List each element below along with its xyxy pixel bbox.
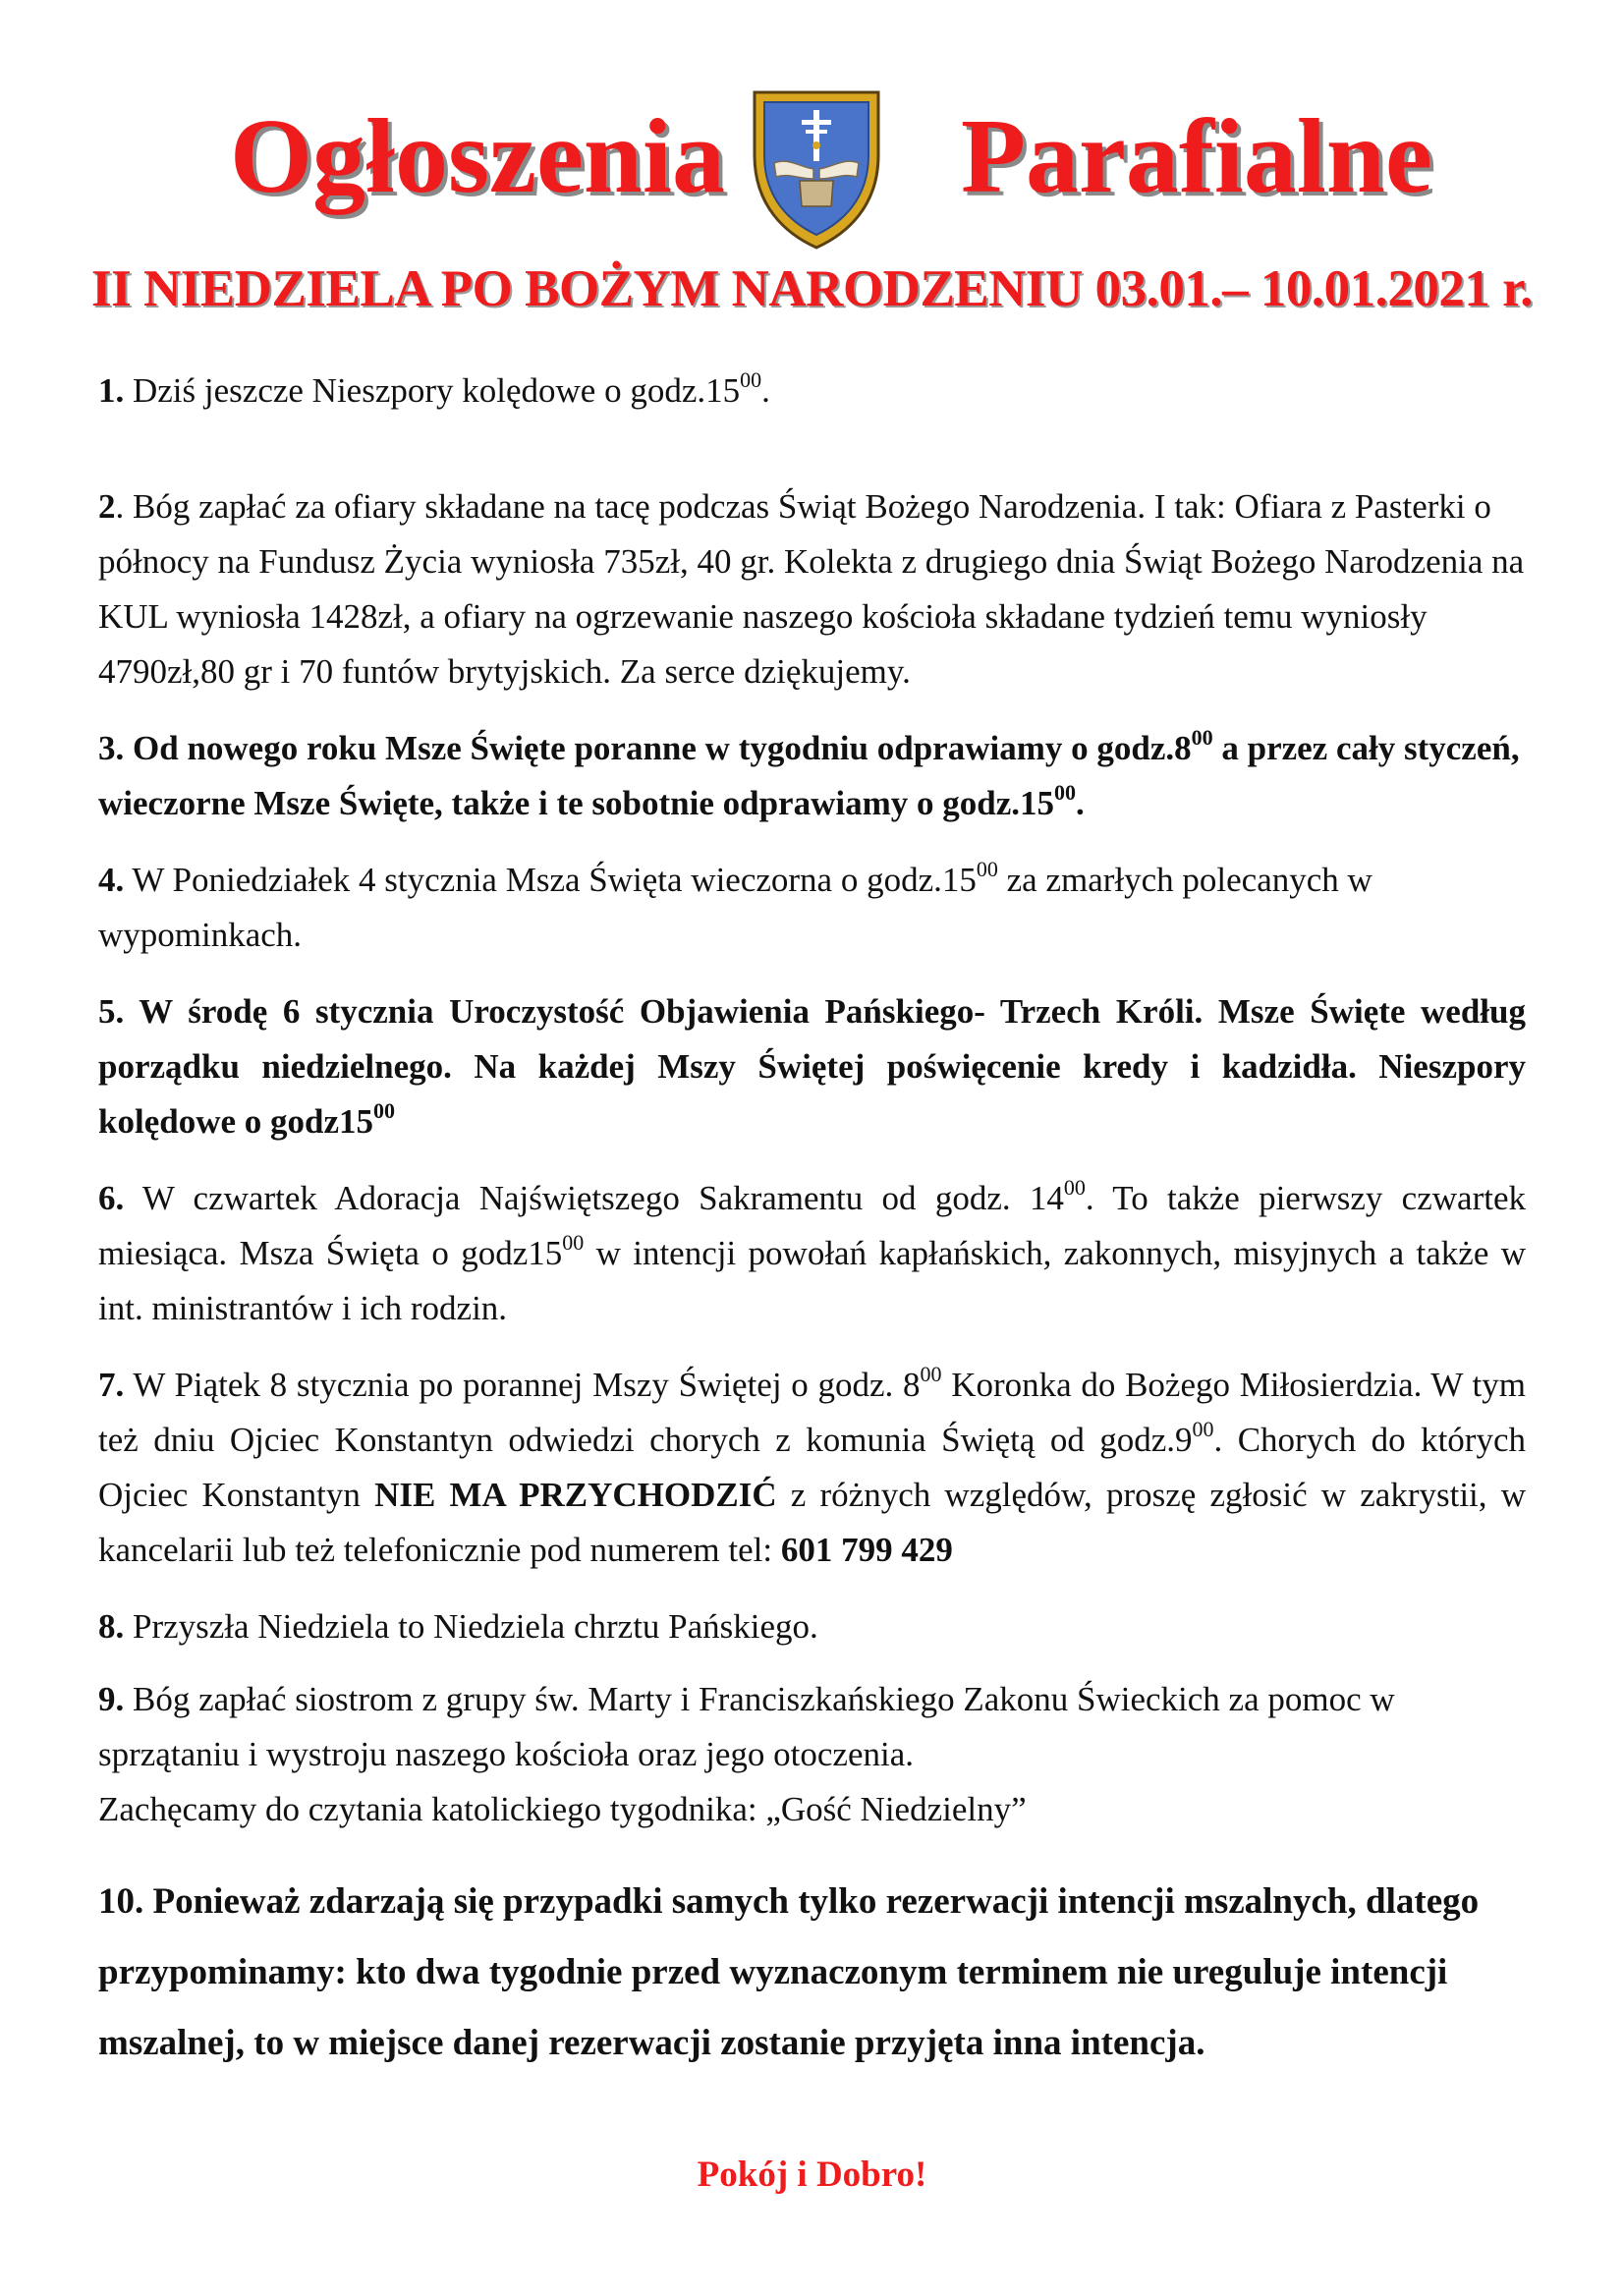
item-text: W Piątek 8 stycznia po porannej Mszy Świętej o godz. 8 xyxy=(124,1366,921,1404)
title-right-word: Parafialne xyxy=(961,98,1432,215)
item-text: W czwartek Adoracja Najświętszego Sakramentu od godz. 14 xyxy=(124,1179,1064,1217)
item-number: 4. xyxy=(98,861,125,899)
franciscan-coat-of-arms-icon xyxy=(749,86,884,252)
announcement-9 xyxy=(98,1672,1526,1837)
item-text: . xyxy=(761,371,770,410)
item-number: 6. xyxy=(98,1179,125,1217)
item-superscript: 00 xyxy=(1054,780,1076,806)
title-row xyxy=(0,86,1624,253)
item-number: 2 xyxy=(98,487,116,526)
item-superscript: 00 xyxy=(1192,1417,1214,1442)
item-superscript: 00 xyxy=(740,367,762,393)
item-number: 7. xyxy=(98,1366,125,1404)
item-number: 8. xyxy=(98,1607,125,1646)
item-text: . To także pierwszy czwartek miesiąca. Msza Święta o godz15 xyxy=(98,1179,1526,1272)
item-text: Dziś jeszcze Nieszpory kolędowe o godz.15 xyxy=(124,371,741,410)
announcement-1 xyxy=(98,364,1526,419)
item-text: W Poniedziałek 4 stycznia Msza Święta wieczorna o godz.15 xyxy=(124,861,977,899)
item-superscript: 00 xyxy=(1063,1175,1086,1201)
announcement-6 xyxy=(98,1171,1526,1336)
item-text: . Chorych do których Ojciec Konstantyn xyxy=(98,1421,1526,1514)
announcement-5 xyxy=(98,984,1526,1149)
item-number: 1. xyxy=(98,371,125,410)
item-text: 3. Od nowego roku Msze Święte poranne w tygodniu odprawiamy o godz.8 xyxy=(98,729,1192,767)
footer-greeting: Pokój i Dobro! xyxy=(697,2155,927,2195)
announcement-2 xyxy=(98,479,1526,700)
announcement-7 xyxy=(98,1358,1526,1578)
item-text: w intencji powołań kapłańskich, zakonnych, misyjnych a także w int. ministrantów i ich rodzin. xyxy=(98,1234,1526,1327)
item-text: za zmarłych polecanych w wypominkach. xyxy=(98,861,1372,954)
announcements-list xyxy=(98,364,1526,2079)
item-text: 5. W środę 6 stycznia Uroczystość Objawienia Pańskiego- Trzech Króli. Msze Święte według porządku niedzielnego. Na każdej Mszy Świętej poświęcenie kredy i kadzidła. Nieszpory kolędowe o godz15 xyxy=(98,992,1526,1141)
item-number: 9. xyxy=(98,1680,125,1718)
subtitle: II NIEDZIELA PO BOŻYM NARODZENIU 03.01.– 10.01.2021 r. xyxy=(91,260,1533,317)
announcement-3 xyxy=(98,721,1526,831)
item-text: . Bóg zapłać za ofiary składane na tacę podczas Świąt Bożego Narodzenia. I tak: Ofiara z Pasterki o północy na Fundusz Życia wyniosła 735zł, 40 gr. Kolekta z drugiego dnia Świąt Bożego Narodzenia na KUL wyniosła 1428zł, a ofiary na ogrzewanie naszego kościoła składane tydzień temu wyniosły 4790zł,80 gr i 70 funtów brytyjskich. Za serce dziękujemy. xyxy=(98,487,1525,691)
item-text: a przez cały styczeń, wieczorne Msze Święte, także i te sobotnie odprawiamy o godz.15 xyxy=(98,729,1520,822)
announcement-10 xyxy=(98,1867,1526,2079)
item-text-newline: Zachęcamy do czytania katolickiego tygodnika: „Gość Niedzielny” xyxy=(98,1790,1027,1828)
announcement-8 xyxy=(98,1599,1526,1654)
emphasis-text: NIE MA PRZYCHODZIĆ xyxy=(374,1476,777,1514)
item-text: 10. Ponieważ zdarzają się przypadki samych tylko rezerwacji intencji mszalnych, dlatego przypominamy: kto dwa tygodnie przed wyznaczonym terminem nie ureguluje intencji mszalnej, to w miejsce danej rezerwacji zostanie przyjęta inna intencja. xyxy=(98,1881,1480,2063)
item-text: Koronka do Bożego Miłosierdzia. W tym też dniu Ojciec Konstantyn odwiedzi chorych z komunia Świętą od godz.9 xyxy=(98,1366,1526,1459)
item-text: z różnych względów, proszę zgłosić w zakrystii, w kancelarii lub też telefonicznie pod numerem tel: xyxy=(98,1476,1526,1569)
phone-number: 601 799 429 xyxy=(780,1531,953,1569)
item-superscript: 00 xyxy=(562,1230,585,1256)
item-superscript: 00 xyxy=(1191,725,1213,751)
item-superscript: 00 xyxy=(373,1098,395,1124)
item-text: Bóg zapłać siostrom z grupy św. Marty i Franciszkańskiego Zakonu Świeckich za pomoc w sprzątaniu i wystroju naszego kościoła oraz jego otoczenia. xyxy=(98,1680,1395,1773)
item-text: Przyszła Niedziela to Niedziela chrztu Pańskiego. xyxy=(124,1607,818,1646)
item-superscript: 00 xyxy=(976,857,998,882)
announcement-4 xyxy=(98,853,1526,963)
title-left-word: Ogłoszenia xyxy=(230,98,725,215)
item-superscript: 00 xyxy=(920,1362,942,1387)
item-text: . xyxy=(1076,784,1085,822)
